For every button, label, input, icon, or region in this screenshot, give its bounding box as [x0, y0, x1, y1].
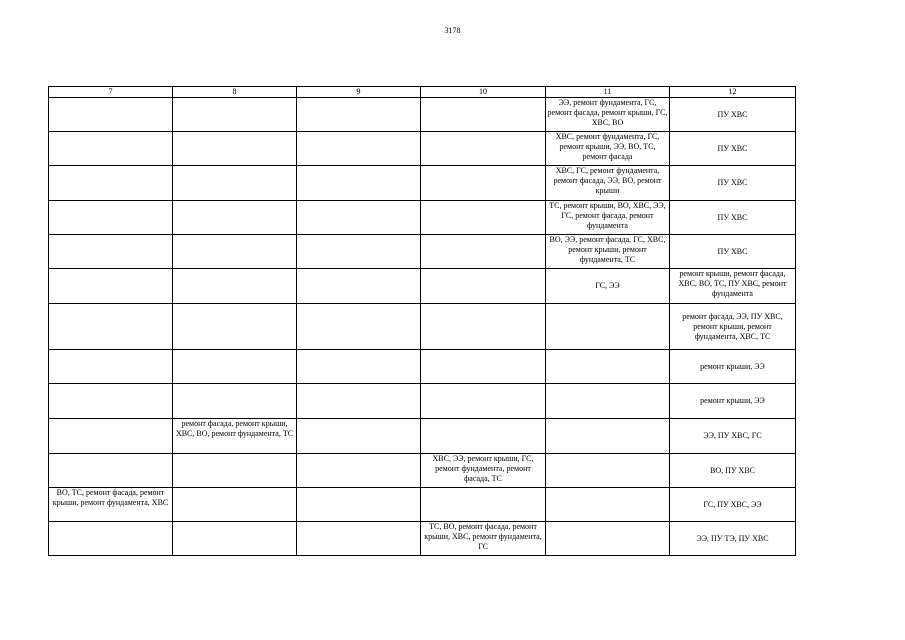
- table-cell: ТС, ВО, ремонт фасада, ремонт крыши, ХВС, ремонт фундамента, ГС: [421, 522, 546, 556]
- table-cell: ПУ ХВС: [670, 235, 796, 269]
- table-cell: [297, 522, 421, 556]
- table-cell: [546, 384, 670, 419]
- table-cell: ремонт крыши, ЭЭ: [670, 384, 796, 419]
- table-row: [49, 201, 796, 235]
- table-cell: [49, 235, 173, 269]
- table-cell: ЭЭ, ремонт фундамента, ГС, ремонт фасада, ремонт крыши, ГС, ХВС, ВО: [546, 98, 670, 132]
- table-cell: [546, 454, 670, 488]
- column-header-7: 7: [49, 87, 173, 98]
- table-cell: [173, 269, 297, 304]
- table-row: [49, 132, 796, 166]
- table-row: [49, 522, 796, 556]
- table-cell: [49, 384, 173, 419]
- table-row: [49, 269, 796, 304]
- table-cell: [173, 166, 297, 201]
- table-row: [49, 98, 796, 132]
- page-number: 3178: [444, 26, 461, 35]
- table-cell: [173, 132, 297, 166]
- table-cell: ВО, ТС, ремонт фасада, ремонт крыши, ремонт фундамента, ХВС: [49, 488, 173, 522]
- table-cell: [173, 488, 297, 522]
- table-cell: [49, 304, 173, 350]
- table-cell: [546, 488, 670, 522]
- table-cell: [297, 304, 421, 350]
- table-cell: [421, 350, 546, 384]
- table-cell: [421, 488, 546, 522]
- table-cell: [421, 201, 546, 235]
- table-cell: ремонт крыши, ЭЭ: [670, 350, 796, 384]
- table-cell: [297, 384, 421, 419]
- table-cell: [173, 201, 297, 235]
- table-cell: [49, 419, 173, 454]
- table-cell: [49, 350, 173, 384]
- table-row: [49, 235, 796, 269]
- table-cell: [49, 98, 173, 132]
- table-cell: [49, 201, 173, 235]
- table-cell: ВО, ЭЭ, ремонт фасада, ГС, ХВС, ремонт крыши, ремонт фундамента, ТС: [546, 235, 670, 269]
- table-cell: ПУ ХВС: [670, 132, 796, 166]
- table-cell: ХВС, ГС, ремонт фундамента, ремонт фасада, ЭЭ, ВО, ремонт крыши: [546, 166, 670, 201]
- table-cell: [421, 166, 546, 201]
- table-row: [49, 454, 796, 488]
- table-cell: [173, 304, 297, 350]
- table-cell: [421, 98, 546, 132]
- table-row: [49, 488, 796, 522]
- table-cell: ГС, ПУ ХВС, ЭЭ: [670, 488, 796, 522]
- table-cell: [173, 384, 297, 419]
- table-cell: [421, 419, 546, 454]
- table-row: [49, 419, 796, 454]
- table-cell: ХВС, ЭЭ, ремонт крыши, ГС, ремонт фундамента, ремонт фасада, ТС: [421, 454, 546, 488]
- table-cell: ЭЭ, ПУ ТЭ, ПУ ХВС: [670, 522, 796, 556]
- table-cell: [49, 454, 173, 488]
- table-cell: [421, 269, 546, 304]
- table-cell: [297, 269, 421, 304]
- header-row: [49, 87, 796, 98]
- column-header-9: 9: [297, 87, 421, 98]
- table-cell: [297, 454, 421, 488]
- table-cell: [49, 269, 173, 304]
- table-cell: [173, 454, 297, 488]
- table-cell: [49, 166, 173, 201]
- column-header-10: 10: [421, 87, 546, 98]
- table-cell: [421, 304, 546, 350]
- table-cell: [49, 132, 173, 166]
- table-cell: [297, 166, 421, 201]
- table-row: [49, 166, 796, 201]
- works-table: [48, 86, 796, 556]
- column-header-8: 8: [173, 87, 297, 98]
- table-cell: [546, 304, 670, 350]
- table-cell: ГС, ЭЭ: [546, 269, 670, 304]
- table-cell: [297, 350, 421, 384]
- table-cell: ПУ ХВС: [670, 201, 796, 235]
- table-cell: [173, 522, 297, 556]
- table-cell: [546, 419, 670, 454]
- table-cell: ВО, ПУ ХВС: [670, 454, 796, 488]
- table-cell: ХВС, ремонт фундамента, ГС, ремонт крыши, ЭЭ, ВО, ТС, ремонт фасада: [546, 132, 670, 166]
- table-cell: [421, 235, 546, 269]
- table-cell: [546, 522, 670, 556]
- table-row: [49, 304, 796, 350]
- table-cell: [297, 235, 421, 269]
- table-cell: ремонт фасада, ремонт крыши, ХВС, ВО, ремонт фундамента, ТС: [173, 419, 297, 454]
- table-cell: [297, 419, 421, 454]
- table-cell: [173, 235, 297, 269]
- table-cell: [421, 384, 546, 419]
- table-row: [49, 384, 796, 419]
- table-cell: [546, 350, 670, 384]
- column-header-12: 12: [670, 87, 796, 98]
- table-cell: ПУ ХВС: [670, 98, 796, 132]
- table-cell: [49, 522, 173, 556]
- table-cell: [297, 132, 421, 166]
- table-cell: ремонт крыши, ремонт фасада, ХВС, ВО, ТС, ПУ ХВС, ремонт фундамента: [670, 269, 796, 304]
- table-cell: ТС, ремонт крыши, ВО, ХВС, ЭЭ, ГС, ремонт фасада, ремонт фундамента: [546, 201, 670, 235]
- table-cell: ремонт фасада, ЭЭ, ПУ ХВС, ремонт крыши, ремонт фундамента, ХВС, ТС: [670, 304, 796, 350]
- table-cell: [297, 201, 421, 235]
- table-cell: [173, 98, 297, 132]
- table-cell: [173, 350, 297, 384]
- column-header-11: 11: [546, 87, 670, 98]
- table-cell: ПУ ХВС: [670, 166, 796, 201]
- table-cell: [297, 488, 421, 522]
- table-cell: [421, 132, 546, 166]
- table-row: [49, 350, 796, 384]
- table-cell: ЭЭ, ПУ ХВС, ГС: [670, 419, 796, 454]
- table-cell: [297, 98, 421, 132]
